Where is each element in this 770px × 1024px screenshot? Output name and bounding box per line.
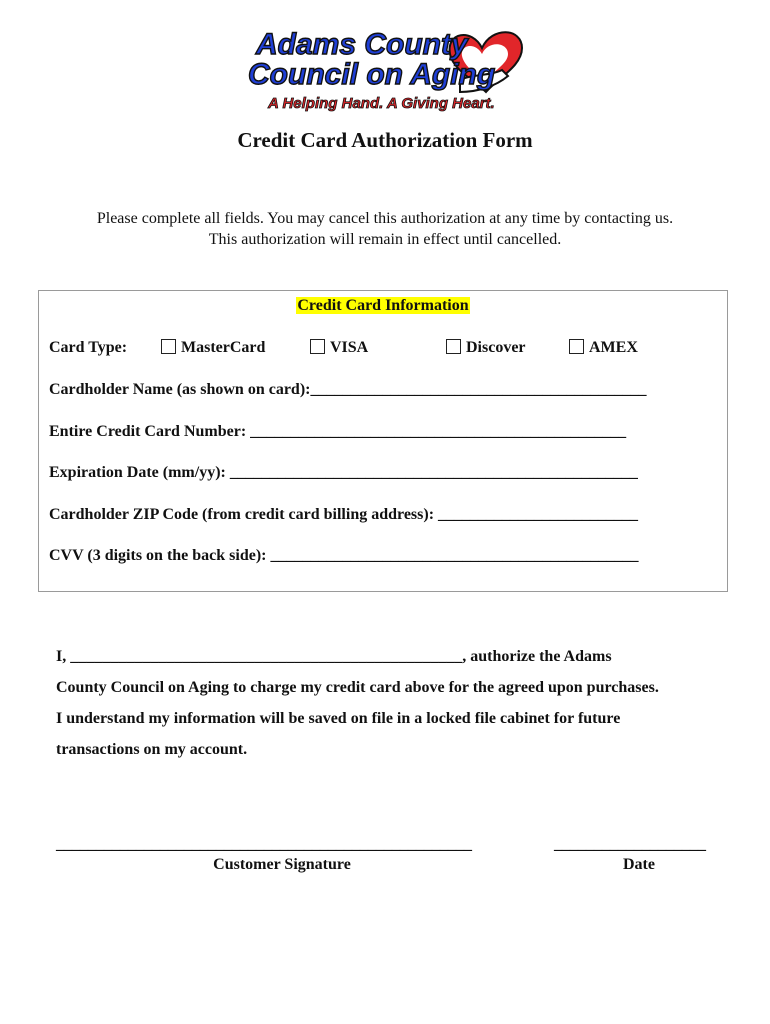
discover-checkbox[interactable] xyxy=(446,339,461,354)
visa-label: VISA xyxy=(330,339,369,356)
authorization-line-4: transactions on my account. xyxy=(56,741,248,758)
option-amex[interactable] xyxy=(569,339,638,357)
highlighted-heading: Credit Card Information xyxy=(297,297,469,314)
date-label: Date xyxy=(623,856,655,873)
zip-code-field[interactable]: Cardholder ZIP Code (from credit card billing address): _________________________ xyxy=(49,506,639,523)
credit-card-info-heading xyxy=(39,297,727,315)
form-title: Credit Card Authorization Form xyxy=(237,128,533,152)
authorization-line-3: I understand my information will be saved on file in a locked file cabinet for future xyxy=(56,710,621,727)
signature-line[interactable]: ____________________________________________________ xyxy=(56,836,472,853)
card-number-field[interactable]: Entire Credit Card Number: _______________________________________________ xyxy=(49,423,627,440)
discover-label: Discover xyxy=(466,339,526,356)
logo-graphic xyxy=(246,20,526,116)
visa-checkbox[interactable] xyxy=(310,339,325,354)
credit-card-info-box xyxy=(38,290,728,592)
card-type-label: Card Type: xyxy=(49,339,128,356)
amex-checkbox[interactable] xyxy=(569,339,584,354)
mastercard-checkbox[interactable] xyxy=(161,339,176,354)
option-visa[interactable] xyxy=(310,339,368,357)
intro-line-2: This authorization will remain in effect until cancelled. xyxy=(208,231,562,248)
expiration-date-field[interactable]: Expiration Date (mm/yy): ___________________________________________________ xyxy=(49,464,638,481)
amex-label: AMEX xyxy=(589,339,638,356)
cvv-field[interactable]: CVV (3 digits on the back side): ______________________________________________ xyxy=(49,547,639,564)
cardholder-name-field[interactable]: Cardholder Name (as shown on card):__________________________________________ xyxy=(49,381,647,398)
organization-logo xyxy=(246,20,526,116)
logo-tagline: A Helping Hand. A Giving Heart. xyxy=(268,95,495,112)
option-discover[interactable] xyxy=(446,339,526,357)
intro-text xyxy=(0,208,770,250)
logo-line1: Adams County xyxy=(256,28,468,61)
mastercard-label: MasterCard xyxy=(181,339,266,356)
intro-line-1: Please complete all fields. You may cancel this authorization at any time by contacting us. xyxy=(96,210,674,227)
authorization-line-2: County Council on Aging to charge my credit card above for the agreed upon purchases. xyxy=(56,679,659,696)
option-mastercard[interactable] xyxy=(161,339,265,357)
logo-line2: Council on Aging xyxy=(248,58,496,91)
signature-label: Customer Signature xyxy=(213,856,351,873)
date-line[interactable]: ___________________ xyxy=(554,836,706,853)
authorization-line-1[interactable]: I, _________________________________________________, authorize the Adams xyxy=(56,648,612,665)
